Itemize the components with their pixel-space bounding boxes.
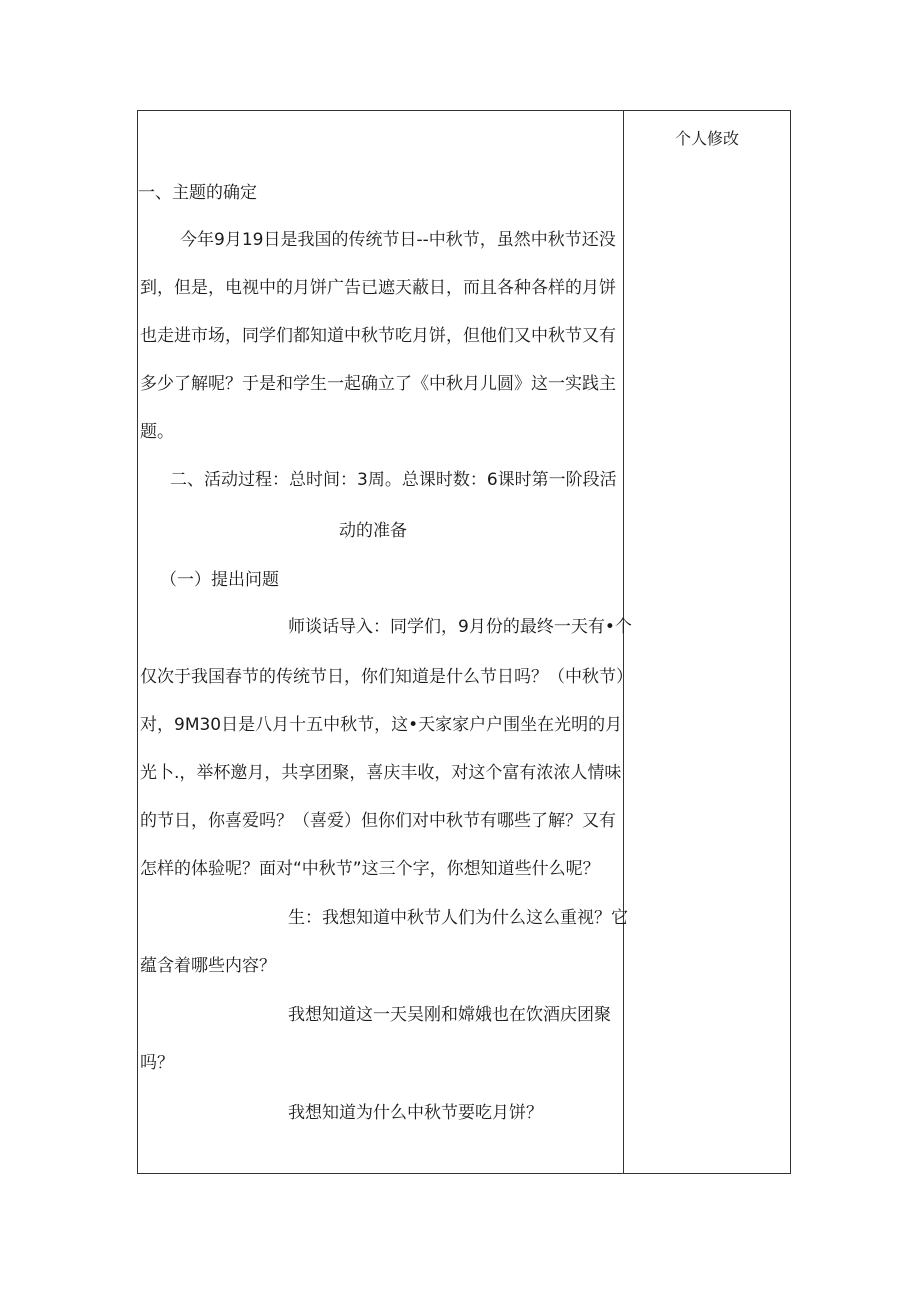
subsection-heading: （一）提出问题 (160, 570, 279, 590)
paragraph-line: 我想知道为什么中秋节要吃月饼？ (288, 1103, 543, 1123)
paragraph-line: 光卜.，举杯邀月，共享团聚，喜庆丰收，对这个富有浓浓人情味 (140, 763, 622, 783)
paragraph-line: 题。 (140, 422, 174, 442)
revision-column-title: 个人修改 (674, 129, 739, 148)
paragraph-line: 蕴含着哪些内容？ (140, 956, 276, 976)
paragraph-line: 生：我想知道中秋节人们为什么这么重视？它 (288, 908, 628, 928)
paragraph-line: 仅次于我国春节的传统节日，你们知道是什么节日吗？（中秋节） (140, 667, 633, 687)
paragraph-line: 对，9M30日是八月十五中秋节，这•天家家户户围坐在光明的月 (140, 715, 623, 735)
paragraph-line: 到，但是，电视中的月饼广告已遮天蔽日，而且各种各样的月饼 (140, 278, 616, 298)
lesson-table (137, 110, 791, 1174)
stage-title: 动的准备 (339, 521, 407, 541)
paragraph-line: 师谈话导入：同学们，9月份的最终一天有•个 (288, 617, 632, 637)
paragraph-line: 我想知道这一天吴刚和嫦娥也在饮酒庆团聚 (288, 1005, 611, 1025)
column-divider (623, 111, 624, 1173)
section-heading-process: 二、活动过程：总时间：3周。总课时数：6课时第一阶段活 (170, 470, 617, 490)
paragraph-line: 今年9月19日是我国的传统节日--中秋节，虽然中秋节还没 (180, 230, 616, 250)
paragraph-line: 也走进市场，同学们都知道中秋节吃月饼，但他们又中秋节又有 (140, 326, 616, 346)
paragraph-line: 多少了解呢？于是和学生一起确立了《中秋月儿圆》这一实践主 (140, 374, 616, 394)
section-heading-theme: 一、主题的确定 (138, 183, 257, 203)
paragraph-line: 怎样的体验呢？面对“中秋节”这三个字，你想知道些什么呢？ (140, 859, 600, 879)
paragraph-line: 的节日，你喜爱吗？（喜爱）但你们对中秋节有哪些了解？又有 (140, 811, 616, 831)
paragraph-line: 吗？ (140, 1053, 174, 1073)
